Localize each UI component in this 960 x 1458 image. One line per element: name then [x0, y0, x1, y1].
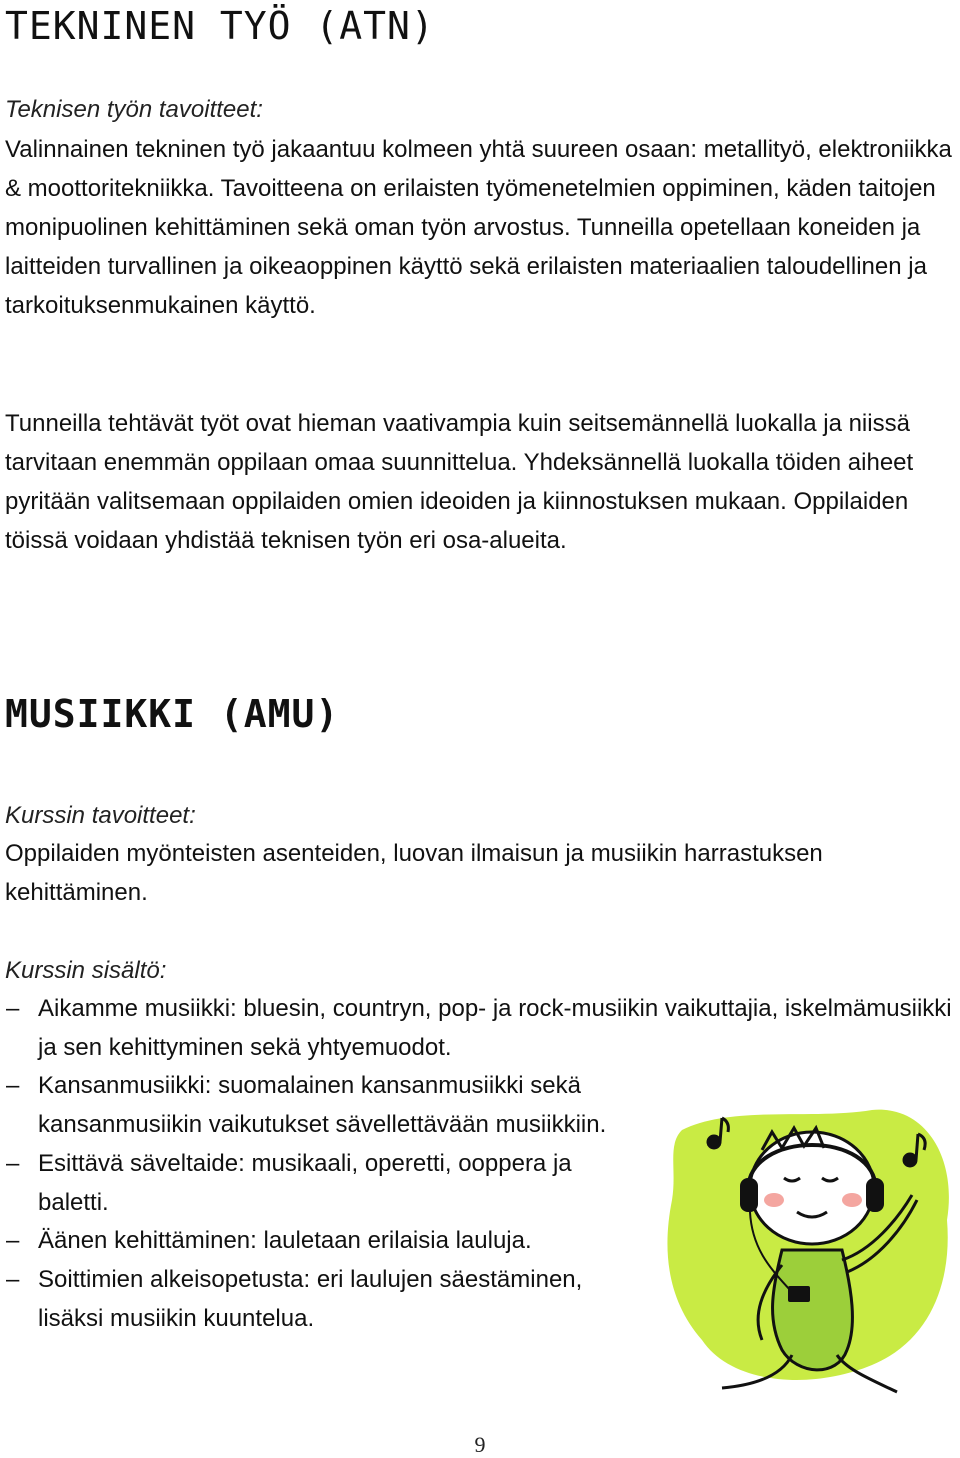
tekninen-paragraph-2: Tunneilla tehtävät työt ovat hieman vaativampia kuin seitsemännellä luokalla ja niissä tarvitaan enemmän oppilaan omaa suunnittelua. Yhdeksännellä luokalla töiden aiheet pyritään valitsemaan oppilaiden omien ideoiden ja kiinnostuksen mukaan. Oppilaiden töissä voidaan yhdistää teknisen työn eri osa-alueita. [5, 410, 914, 554]
musiikki-goals-label: Kurssin tavoitteet: [5, 802, 196, 829]
dash-bullet: – [6, 1149, 20, 1177]
musiikki-goals-text: Oppilaiden myönteisten asenteiden, luovan ilmaisun ja musiikin harrastuksen kehittäminen. [5, 840, 823, 906]
page-number: 9 [474, 1432, 486, 1457]
list-item-text: Aikamme musiikki: bluesin, countryn, pop- ja rock-musiikin vaikuttajia, iskelmämusiikki ja sen kehittyminen sekä yhtyemuodot. [38, 995, 952, 1061]
tekninen-goals-label: Teknisen työn tavoitteet: [5, 96, 263, 123]
musiikki-heading: MUSIIKKI (AMU) [5, 692, 340, 736]
dash-bullet: – [6, 995, 20, 1022]
tekninen-paragraph-1: Valinnainen tekninen työ jakaantuu kolmeen yhtä suureen osaan: metallityö, elektroniikka & moottoritekniikka. Tavoitteena on erilaisten työmenetelmien oppiminen, käden taitojen monipuolinen kehittäminen sekä oman työn arvostus. Tunneilla opetellaan koneiden ja laitteiden turvallinen ja oikeaoppinen käyttö sekä erilaisten materiaalien taloudellinen ja tarkoituksenmukainen käyttö. [5, 136, 952, 319]
dash-bullet: – [6, 1265, 20, 1293]
list-item-text: Soittimien alkeisopetusta: eri laulujen säestäminen, lisäksi musiikin kuuntelua. [38, 1265, 583, 1332]
character-head [750, 1132, 874, 1244]
list-item-text: Kansanmusiikki: suomalainen kansanmusiikki sekä kansanmusiikin vaikutukset sävellettävään musiikkiin. [38, 1072, 607, 1139]
music-player-icon [788, 1286, 810, 1302]
character-body [773, 1250, 853, 1370]
dash-bullet: – [6, 1227, 20, 1255]
list-item-text: Äänen kehittäminen: lauletaan erilaisia lauluja. [38, 1227, 532, 1255]
tekninen-heading: TEKNINEN TYÖ (ATN) [5, 4, 435, 48]
list-item [0, 990, 960, 1067]
musiikki-content-label: Kurssin sisältö: [5, 957, 167, 984]
list-item-text: Esittävä säveltaide: musikaali, operetti, ooppera ja baletti. [38, 1149, 572, 1216]
dash-bullet: – [6, 1072, 20, 1100]
music-listener-illustration [662, 1100, 960, 1400]
